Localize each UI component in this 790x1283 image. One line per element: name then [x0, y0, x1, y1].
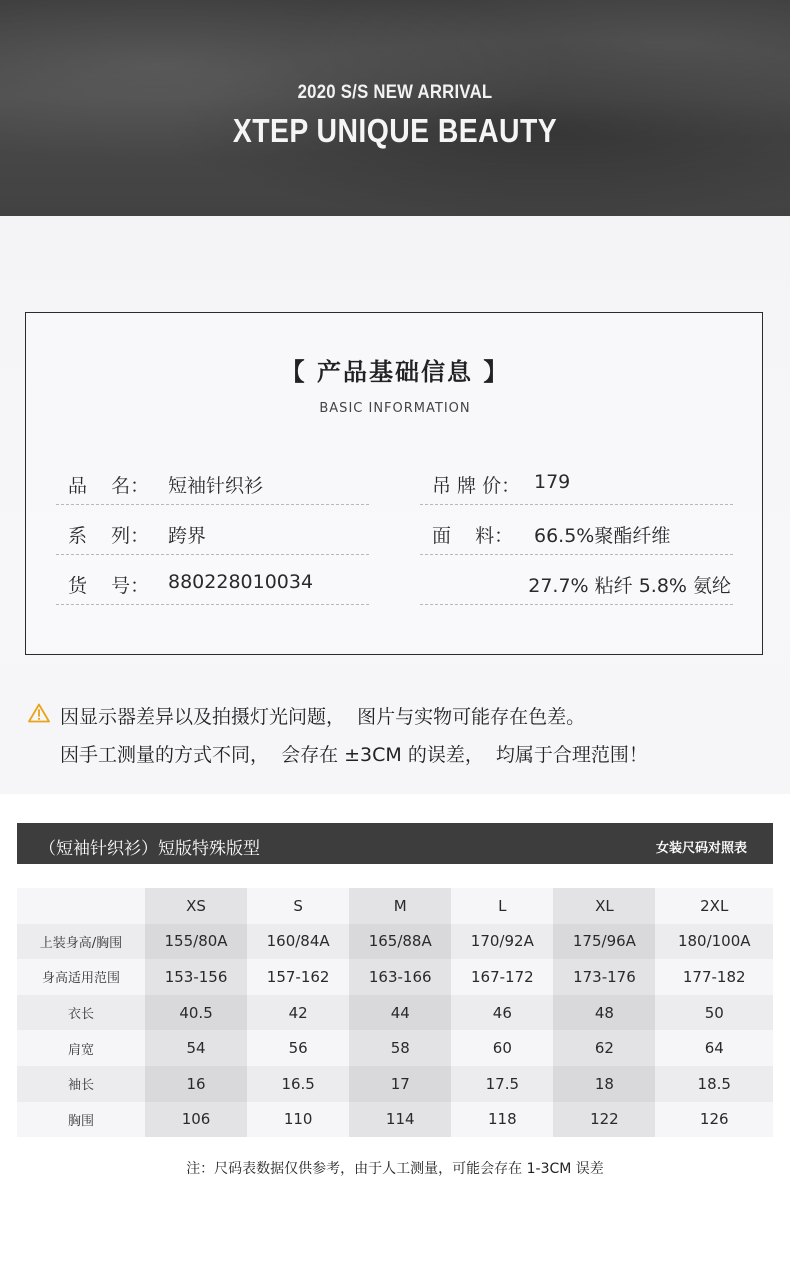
table-cell: 42	[247, 995, 349, 1031]
info-title: 【 产品基础信息 】	[280, 358, 510, 386]
info-label: 系 列：	[68, 525, 150, 547]
banner-subtitle: 2020 S/S NEW ARRIVAL	[297, 82, 493, 103]
table-cell: 16.5	[247, 1066, 349, 1102]
size-xs: XS	[145, 888, 247, 924]
table-cell: 54	[145, 1030, 247, 1066]
info-value: 跨界	[168, 525, 207, 547]
table-corner	[17, 888, 145, 924]
row-label: 胸围	[17, 1102, 145, 1138]
info-label: 品 名：	[68, 475, 150, 497]
info-value: 27.7% 粘纤 5.8% 氨纶	[528, 575, 731, 597]
table-row	[17, 1102, 773, 1138]
table-cell: 163-166	[349, 959, 451, 995]
row-label: 袖长	[17, 1066, 145, 1102]
hero-banner	[0, 0, 790, 216]
info-label: 面 料：	[432, 525, 514, 547]
info-row-name	[56, 455, 369, 505]
table-row	[17, 995, 773, 1031]
table-cell: 18	[553, 1066, 655, 1102]
info-row-fabric-2	[420, 555, 733, 605]
row-label: 身高适用范围	[17, 959, 145, 995]
table-cell: 165/88A	[349, 924, 451, 960]
table-row	[17, 1066, 773, 1102]
table-cell: 17.5	[451, 1066, 553, 1102]
info-row-price	[420, 455, 733, 505]
size-chart-header	[17, 823, 773, 864]
table-cell: 155/80A	[145, 924, 247, 960]
table-cell: 58	[349, 1030, 451, 1066]
table-cell: 153-156	[145, 959, 247, 995]
size-m: M	[349, 888, 451, 924]
table-cell: 40.5	[145, 995, 247, 1031]
table-cell: 48	[553, 995, 655, 1031]
table-cell: 16	[145, 1066, 247, 1102]
notice-line-1: 因显示器差异以及拍摄灯光问题， 图片与实物可能存在色差。	[60, 706, 586, 728]
table-cell: 106	[145, 1102, 247, 1138]
table-row	[17, 959, 773, 995]
table-cell: 46	[451, 995, 553, 1031]
table-cell: 50	[655, 995, 773, 1031]
table-cell: 177-182	[655, 959, 773, 995]
table-cell: 157-162	[247, 959, 349, 995]
table-cell: 60	[451, 1030, 553, 1066]
row-label: 肩宽	[17, 1030, 145, 1066]
table-row	[17, 924, 773, 960]
table-cell: 173-176	[553, 959, 655, 995]
info-value: 66.5%聚酯纤维	[534, 525, 671, 547]
row-label: 衣长	[17, 995, 145, 1031]
table-cell: 64	[655, 1030, 773, 1066]
table-cell: 62	[553, 1030, 655, 1066]
row-label: 上装身高/胸围	[17, 924, 145, 960]
table-cell: 110	[247, 1102, 349, 1138]
size-xl: XL	[553, 888, 655, 924]
table-cell: 170/92A	[451, 924, 553, 960]
table-cell: 175/96A	[553, 924, 655, 960]
size-chart-title: （短袖针织衫）短版特殊版型	[39, 839, 260, 859]
notice-line-2: 因手工测量的方式不同， 会存在 ±3CM 的误差， 均属于合理范围！	[60, 744, 648, 766]
table-cell: 160/84A	[247, 924, 349, 960]
size-l: L	[451, 888, 553, 924]
info-label: 吊 牌 价：	[432, 475, 521, 497]
info-row-sku	[56, 555, 369, 605]
info-row-fabric	[420, 505, 733, 555]
banner-title: XTEP UNIQUE BEAUTY	[232, 112, 558, 149]
warning-icon	[28, 703, 50, 723]
table-cell: 44	[349, 995, 451, 1031]
size-s: S	[247, 888, 349, 924]
table-cell: 114	[349, 1102, 451, 1138]
table-cell: 18.5	[655, 1066, 773, 1102]
size-header-row	[17, 888, 773, 924]
table-cell: 17	[349, 1066, 451, 1102]
info-value: 短袖针织衫	[168, 475, 264, 497]
size-chart-subtitle: 女装尺码对照表	[655, 841, 747, 856]
table-cell: 118	[451, 1102, 553, 1138]
info-subtitle: BASIC INFORMATION	[319, 401, 471, 416]
size-chart-note: 注：尺码表数据仅供参考，由于人工测量，可能会存在 1-3CM 误差	[186, 1161, 604, 1177]
table-cell: 167-172	[451, 959, 553, 995]
size-2xl: 2XL	[655, 888, 773, 924]
table-cell: 126	[655, 1102, 773, 1138]
table-cell: 56	[247, 1030, 349, 1066]
size-table	[17, 888, 773, 1137]
table-row	[17, 1030, 773, 1066]
info-value: 179	[534, 471, 571, 493]
info-row-series	[56, 505, 369, 555]
info-value: 880228010034	[168, 571, 314, 593]
table-cell: 122	[553, 1102, 655, 1138]
table-cell: 180/100A	[655, 924, 773, 960]
info-label: 货 号：	[68, 575, 150, 597]
